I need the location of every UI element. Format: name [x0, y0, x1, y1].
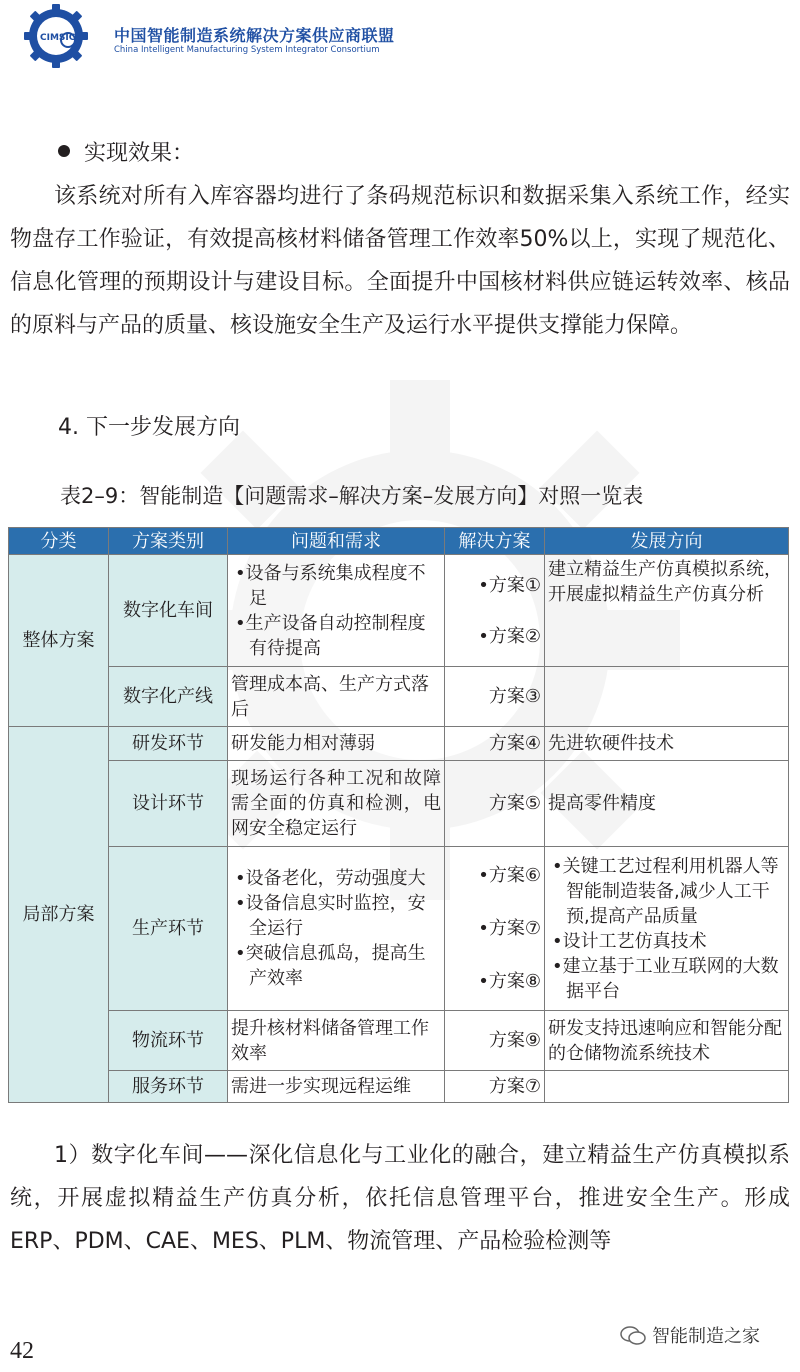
problem-cell: 管理成本高、生产方式落后: [228, 667, 445, 727]
solution-cell: •方案① •方案②: [445, 555, 545, 667]
table-row: [9, 555, 789, 667]
comparison-table: [8, 527, 789, 1103]
org-name-cn: 中国智能制造系统解决方案供应商联盟: [114, 26, 395, 45]
logo-text: CIMSIC: [40, 33, 76, 43]
solution-cell: •方案⑥ •方案⑦ •方案⑧: [445, 847, 545, 1011]
column-header: 问题和需求: [228, 528, 445, 555]
sub-category-cell: 物流环节: [109, 1011, 228, 1071]
group-cell-overall: 整体方案: [9, 555, 109, 727]
sub-category-cell: 数字化车间: [109, 555, 228, 667]
sub-category-cell: 研发环节: [109, 727, 228, 761]
group-cell-local: 局部方案: [9, 727, 109, 1103]
page-number: 42: [10, 1338, 34, 1364]
problem-cell: 现场运行各种工况和故障需全面的仿真和检测，电网安全稳定运行: [228, 761, 445, 847]
body-paragraph: 1）数字化车间——深化信息化与工业化的融合，建立精益生产仿真模拟系统，开展虚拟精益生产仿真分析，依托信息管理平台，推进安全生产。形成ERP、PDM、CAE、MES、PLM、物流管理、产品检验检测等: [10, 1143, 790, 1254]
table-header-row: [9, 528, 789, 555]
direction-cell: 研发支持迅速响应和智能分配的仓储物流系统技术: [545, 1011, 789, 1071]
table-row: [9, 667, 789, 727]
solution-cell: 方案⑦: [445, 1071, 545, 1103]
sub-category-cell: 服务环节: [109, 1071, 228, 1103]
problem-cell: •设备老化，劳动强度大 •设备信息实时监控，安全运行 •突破信息孤岛，提高生产效率: [228, 847, 445, 1011]
bullet-icon: [58, 145, 70, 157]
footer-brand: 智能制造之家: [620, 1322, 760, 1348]
direction-cell: 先进软硬件技术: [545, 727, 789, 761]
org-name-en: China Intelligent Manufacturing System Integrator Consortium: [114, 45, 380, 55]
direction-cell: 建立精益生产仿真模拟系统，开展虚拟精益生产仿真分析: [545, 555, 789, 667]
sub-category-cell: 设计环节: [109, 761, 228, 847]
problem-cell: 需进一步实现远程运维: [228, 1071, 445, 1103]
table-row: [9, 1071, 789, 1103]
section-title: 4. 下一步发展方向: [58, 415, 240, 440]
column-header: 方案类别: [109, 528, 228, 555]
table-row: [9, 847, 789, 1011]
column-header: 发展方向: [545, 528, 789, 555]
table-row: [9, 727, 789, 761]
direction-cell: [545, 1071, 789, 1103]
column-header: 解决方案: [445, 528, 545, 555]
cimsic-logo-icon: [10, 4, 106, 68]
problem-cell: 提升核材料储备管理工作效率: [228, 1011, 445, 1071]
solution-cell: 方案⑤: [445, 761, 545, 847]
direction-cell: [545, 667, 789, 727]
direction-cell: 提高零件精度: [545, 761, 789, 847]
table-row: [9, 1011, 789, 1071]
table-caption: 表2–9：智能制造【问题需求–解决方案–发展方向】对照一览表: [60, 484, 644, 508]
solution-cell: 方案③: [445, 667, 545, 727]
column-header: 分类: [9, 528, 109, 555]
solution-cell: 方案⑨: [445, 1011, 545, 1071]
sub-category-cell: 生产环节: [109, 847, 228, 1011]
effect-heading: 实现效果：: [58, 132, 194, 175]
wechat-icon: [620, 1326, 646, 1346]
problem-cell: 研发能力相对薄弱: [228, 727, 445, 761]
page-header: [10, 4, 410, 68]
solution-cell: 方案④: [445, 727, 545, 761]
table-row: [9, 761, 789, 847]
direction-cell: •关键工艺过程利用机器人等智能制造装备,减少人工干预,提高产品质量 •设计工艺仿真技术 •建立基于工业互联网的大数据平台: [545, 847, 789, 1011]
effect-paragraph: 该系统对所有入库容器均进行了条码规范标识和数据采集入系统工作，经实物盘存工作验证，有效提高核材料储备管理工作效率50%以上，实现了规范化、信息化管理的预期设计与建设目标。全面提升中国核材料供应链运转效率、核品的原料与产品的质量、核设施安全生产及运行水平提供支撑能力保障。: [10, 184, 790, 338]
sub-category-cell: 数字化产线: [109, 667, 228, 727]
problem-cell: •设备与系统集成程度不足 •生产设备自动控制程度有待提高: [228, 555, 445, 667]
